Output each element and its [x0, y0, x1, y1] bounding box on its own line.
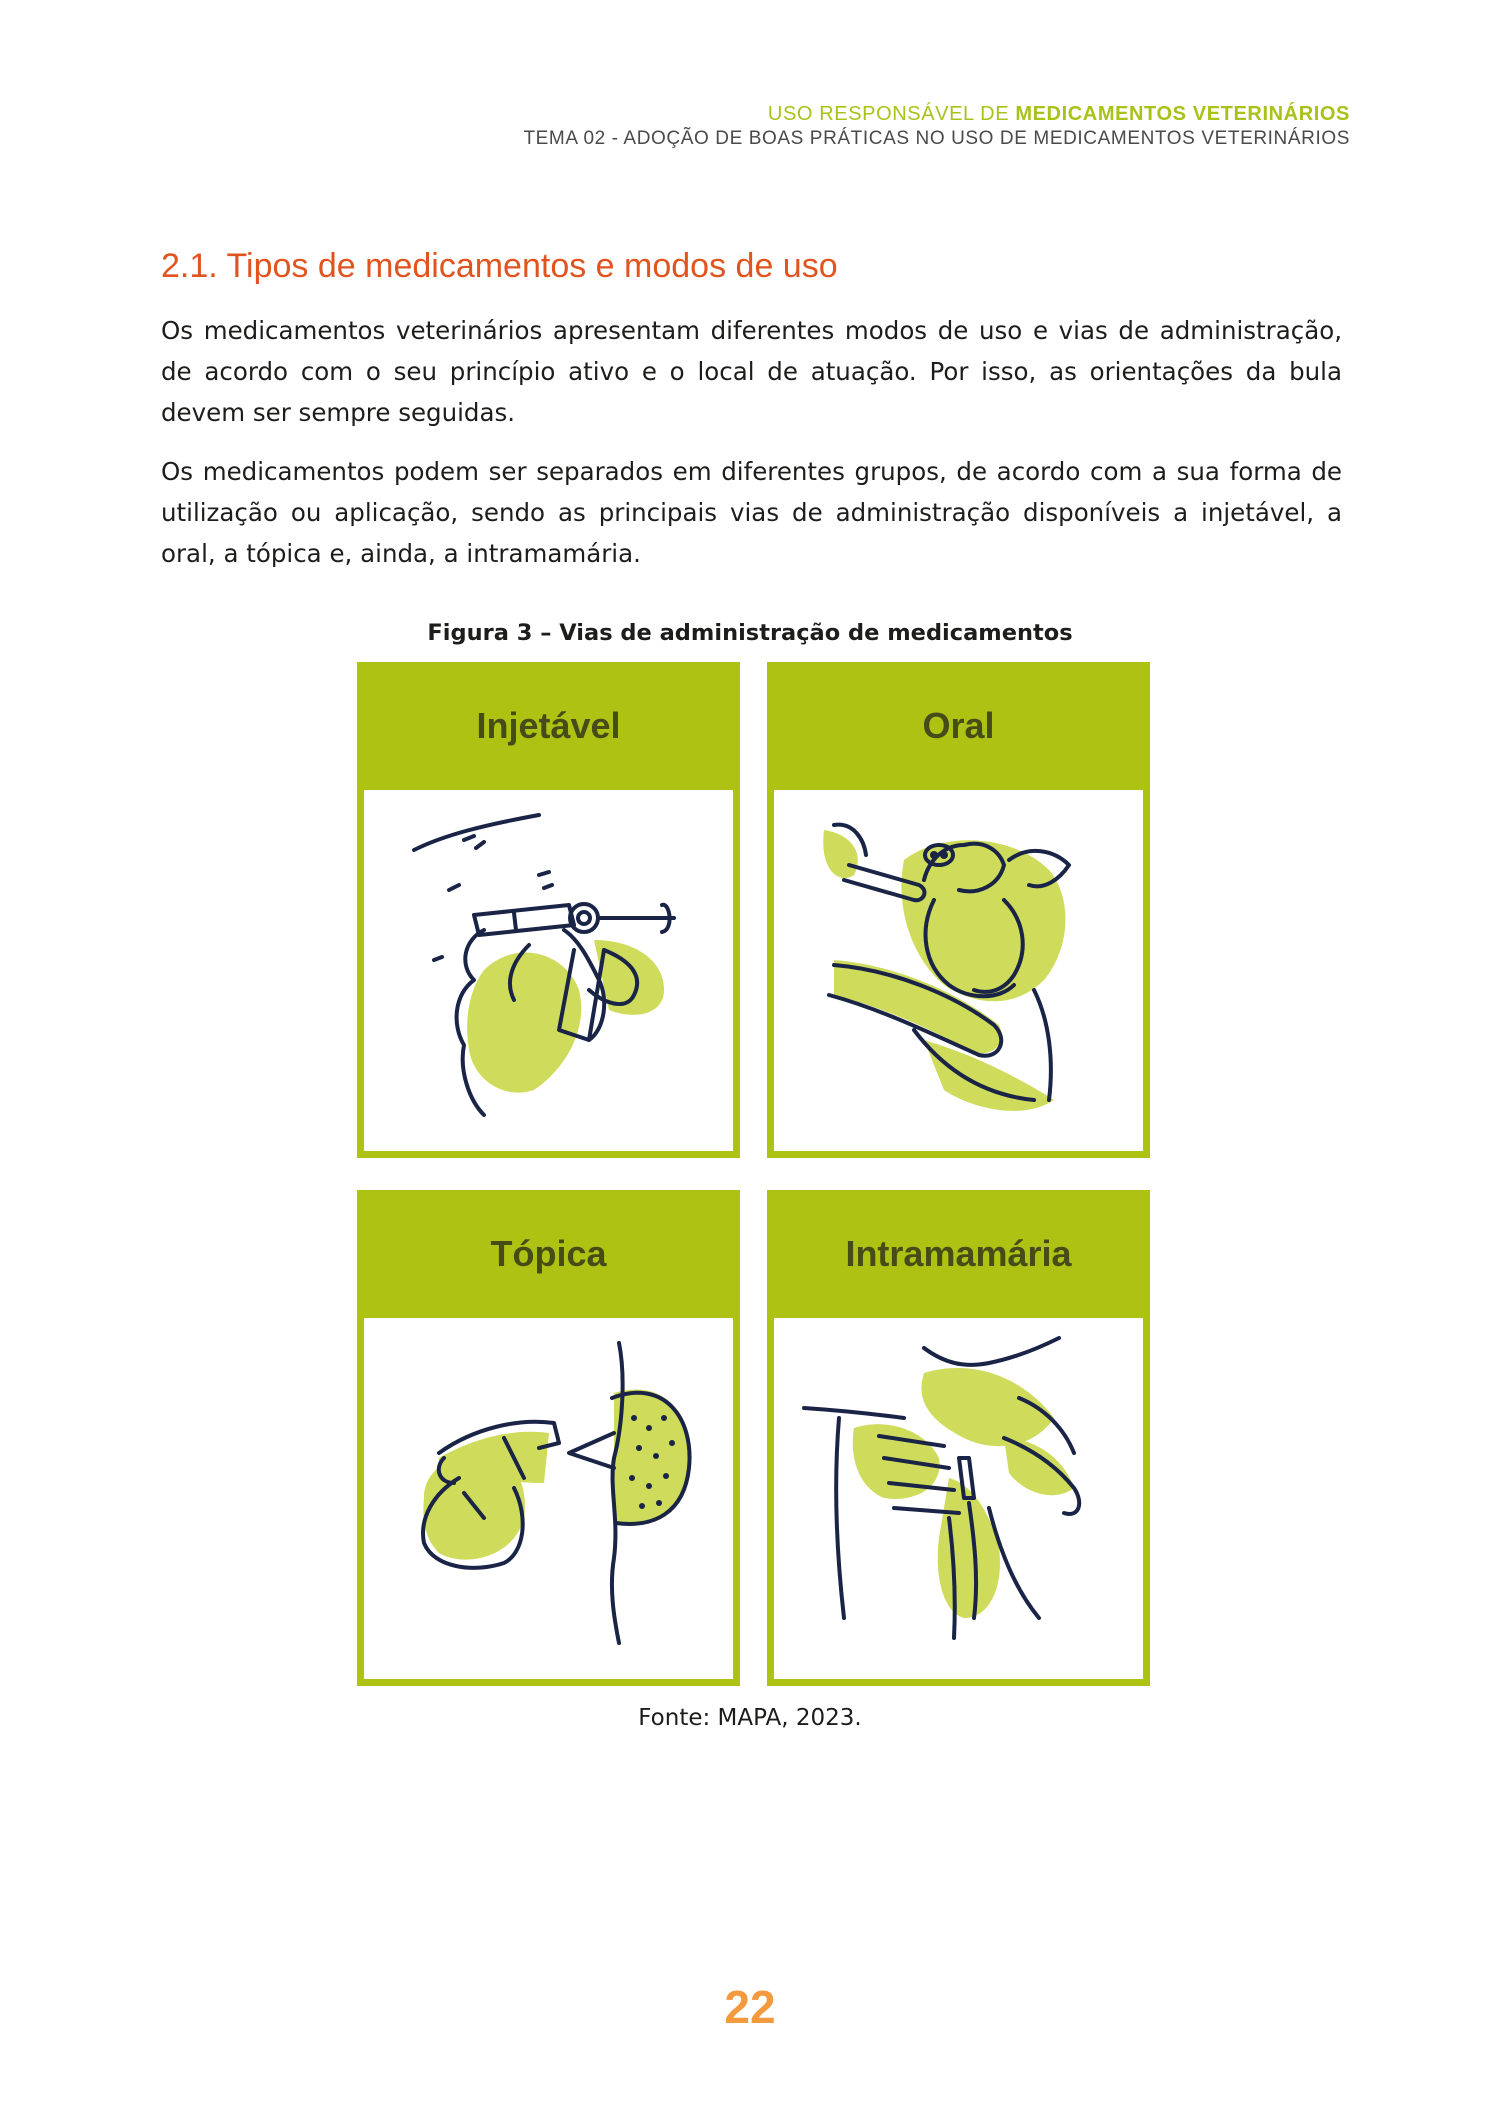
card-panel-intramamaria [774, 1318, 1143, 1679]
card-topica [357, 1190, 740, 1686]
injection-illustration-icon [364, 790, 733, 1151]
udder-illustration-icon [774, 1318, 1143, 1679]
paragraph-2: Os medicamentos podem ser separados em diferentes grupos, de acordo com a sua forma de utilização ou aplicação, sendo as principais vias de administração disponíveis a injetável, a oral, a tópica e, ainda, a intramamária. [161, 457, 1342, 568]
theme-title: TEMA 02 - ADOÇÃO DE BOAS PRÁTICAS NO USO DE MEDICAMENTOS VETERINÁRIOS [523, 128, 1350, 149]
card-title-injetavel: Injetável [476, 705, 621, 746]
paragraph-1: Os medicamentos veterinários apresentam diferentes modos de uso e vias de administração, de acordo com o seu princípio ativo e o local de atuação. Por isso, as orientações da bula devem ser sempre seguidas. [161, 316, 1342, 427]
card-panel-topica [364, 1318, 733, 1679]
card-panel-injetavel [364, 790, 733, 1151]
page-number: 22 [724, 1981, 776, 2033]
spray-illustration-icon [364, 1318, 733, 1679]
running-header [523, 102, 1350, 152]
card-title-oral: Oral [922, 705, 995, 746]
figure-source: Fonte: MAPA, 2023. [638, 1705, 862, 1731]
series-title-bold: MEDICAMENTOS VETERINÁRIOS [1015, 103, 1350, 125]
card-oral [767, 662, 1150, 1158]
series-title: USO RESPONSÁVEL DE MEDICAMENTOS VETERINÁRIOS [767, 103, 1350, 125]
figure-caption: Figura 3 – Vias de administração de medicamentos [427, 620, 1073, 646]
section-title: 2.1. Tipos de medicamentos e modos de uso [161, 247, 838, 285]
card-title-topica: Tópica [490, 1233, 607, 1274]
card-title-intramamaria: Intramamária [845, 1233, 1072, 1274]
card-panel-oral [774, 790, 1143, 1151]
card-intramamaria [767, 1190, 1150, 1686]
oral-pig-illustration-icon [774, 790, 1143, 1151]
card-injetavel [357, 662, 740, 1158]
